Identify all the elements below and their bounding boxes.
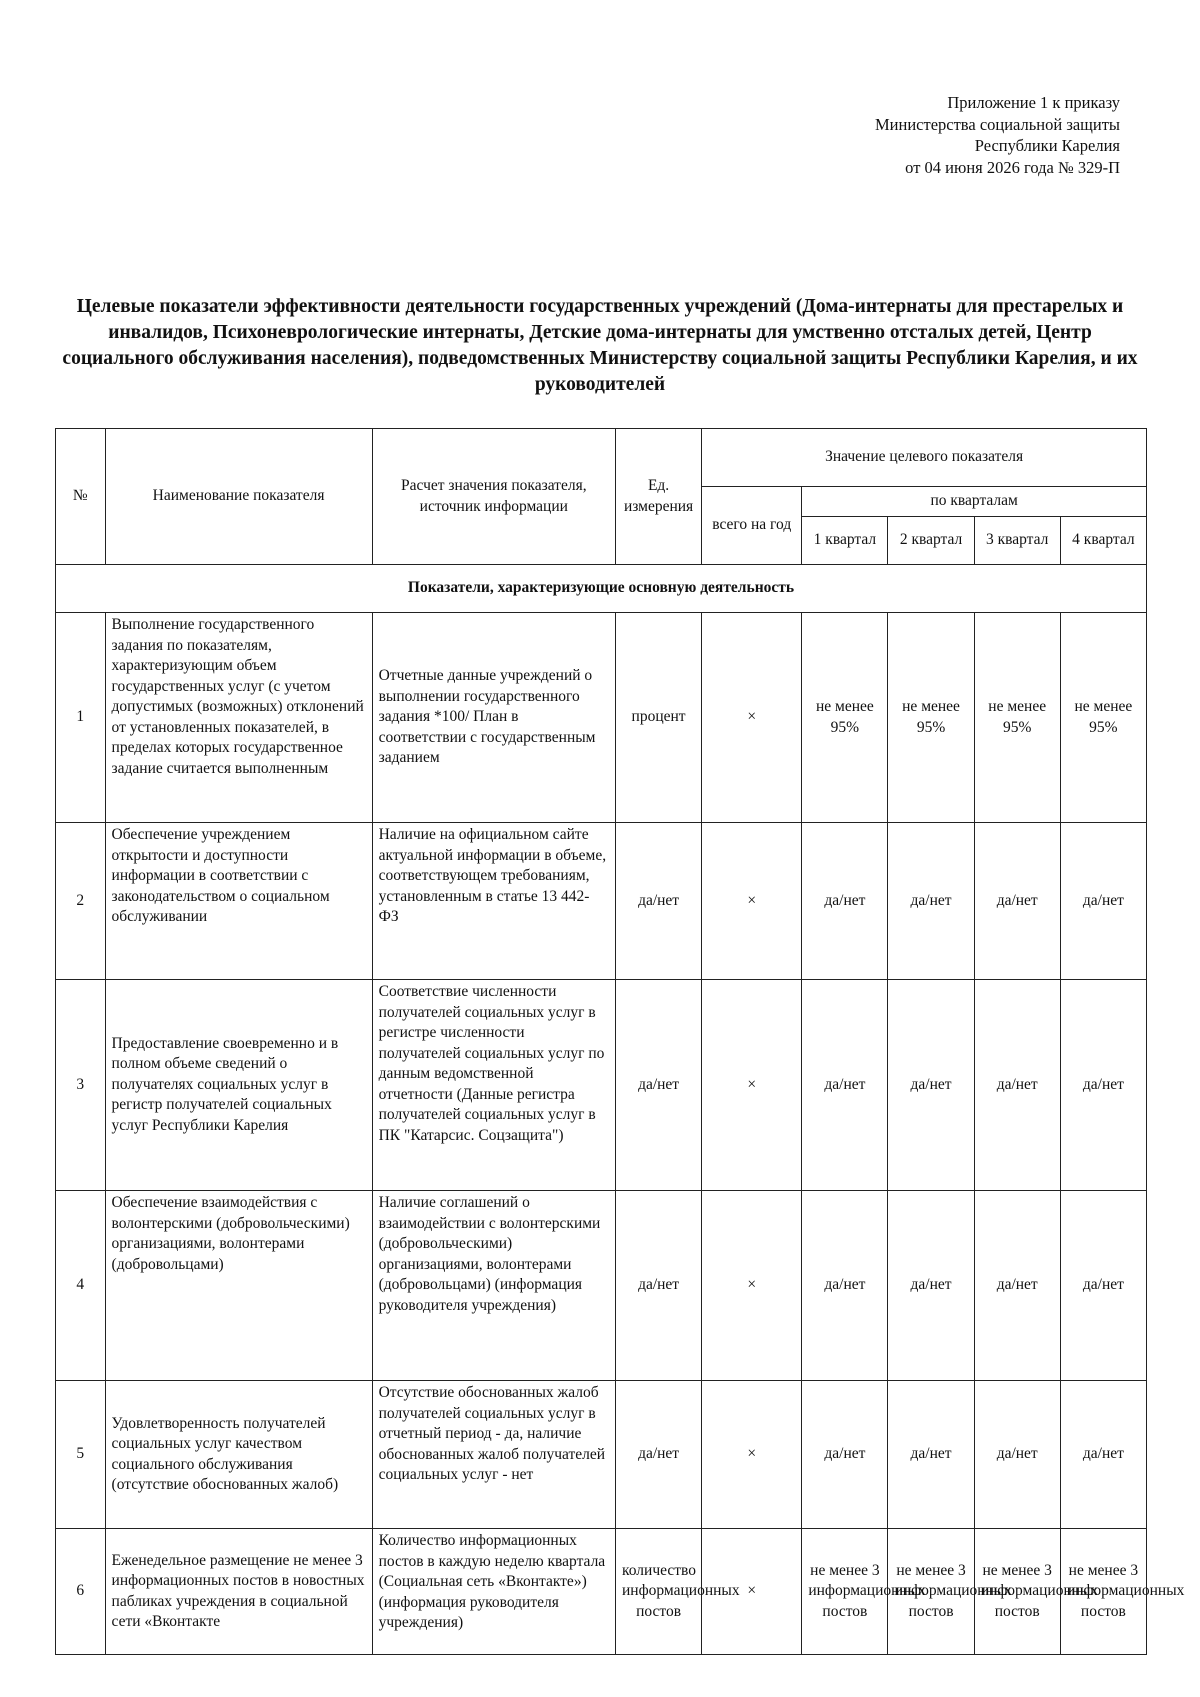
row-name: Выполнение государственного задания по показателям, характеризующим объем государственных услуг (с учетом допустимых (возможных) отклонений от установленных показателей, в пределах которых государственное задание считается выполненным: [105, 613, 372, 823]
row-calc: Отсутствие обоснованных жалоб получателей социальных услуг в отчетный период - да, наличие обоснованных жалоб получателей социальных услуг - нет: [372, 1381, 615, 1529]
header-value-group: Значение целевого показателя: [702, 429, 1147, 487]
row-q1: да/нет: [802, 823, 888, 980]
table-row: [56, 1381, 1147, 1529]
header-q3: 3 квартал: [974, 517, 1060, 565]
appendix-line-3: Республики Карелия: [974, 136, 1120, 155]
row-q4: да/нет: [1060, 980, 1146, 1191]
row-q4: не менее 95%: [1060, 613, 1146, 823]
header-calc: Расчет значения показателя, источник информации: [372, 429, 615, 565]
row-name: Удовлетворенность получателей социальных услуг качеством социального обслуживания (отсутствие обоснованных жалоб): [105, 1381, 372, 1529]
document-title: Целевые показатели эффективности деятельности государственных учреждений (Дома-интернаты для престарелых и инвалидов, Психоневрологические интернаты, Детские дома-интернаты для умственно отсталых детей, Центр социального обслуживания населения), подведомственных Министерству социальной защиты Республики Карелия, и их руководителей: [62, 296, 1138, 395]
appendix-line-1: Приложение 1 к приказу: [947, 93, 1120, 112]
table-row: [56, 823, 1147, 980]
row-q2: не менее 95%: [888, 613, 974, 823]
row-q1: не менее 3 информационных постов: [802, 1529, 888, 1655]
header-q1: 1 квартал: [802, 517, 888, 565]
row-q3: да/нет: [974, 1191, 1060, 1381]
row-q4: да/нет: [1060, 823, 1146, 980]
row-q1: да/нет: [802, 980, 888, 1191]
row-q4: да/нет: [1060, 1381, 1146, 1529]
row-q4: не менее 3 информационных постов: [1060, 1529, 1146, 1655]
row-name: Предоставление своевременно и в полном объеме сведений о получателях социальных услуг в регистр получателей социальных услуг Республики Карелия: [105, 980, 372, 1191]
row-q3: да/нет: [974, 1381, 1060, 1529]
row-name: Еженедельное размещение не менее 3 информационных постов в новостных пабликах учреждения в социальной сети «Вконтакте: [105, 1529, 372, 1655]
appendix-block: [875, 92, 1120, 178]
row-q2: да/нет: [888, 1381, 974, 1529]
table-row: [56, 1529, 1147, 1655]
row-calc: Отчетные данные учреждений о выполнении государственного задания *100/ План в соответствии с государственным заданием: [372, 613, 615, 823]
row-num: 3: [56, 980, 106, 1191]
row-q2: да/нет: [888, 823, 974, 980]
row-unit: да/нет: [616, 823, 702, 980]
appendix-line-4: от 04 июня 2026 года № 329-П: [905, 157, 1120, 177]
section-row: [56, 565, 1147, 613]
row-total: ×: [702, 1381, 802, 1529]
row-num: 5: [56, 1381, 106, 1529]
row-q3: да/нет: [974, 823, 1060, 980]
appendix-line-2: Министерства социальной защиты: [875, 114, 1120, 134]
row-total: ×: [702, 823, 802, 980]
row-q1: не менее 95%: [802, 613, 888, 823]
header-name: Наименование показателя: [105, 429, 372, 565]
row-q1: да/нет: [802, 1381, 888, 1529]
row-q3: не менее 95%: [974, 613, 1060, 823]
header-total-year: всего на год: [702, 487, 802, 565]
row-unit: да/нет: [616, 1381, 702, 1529]
row-q2: да/нет: [888, 980, 974, 1191]
row-q3: да/нет: [974, 980, 1060, 1191]
row-q3: не менее 3 информационных постов: [974, 1529, 1060, 1655]
header-by-quarters: по кварталам: [802, 487, 1147, 517]
row-q4: да/нет: [1060, 1191, 1146, 1381]
row-total: ×: [702, 980, 802, 1191]
header-row-1: [56, 429, 1147, 487]
row-calc: Соответствие численности получателей социальных услуг в регистре численности получателей социальных услуг по данным ведомственной отчетности (Данные регистра получателей социальных услуг в ПК "Катарсис. Соцзащита"): [372, 980, 615, 1191]
row-calc: Наличие соглашений о взаимодействии с волонтерскими (добровольческими) организациями, волонтерами (добровольцами) (информация руководителя учреждения): [372, 1191, 615, 1381]
row-unit: да/нет: [616, 980, 702, 1191]
row-unit: количество информационных постов: [616, 1529, 702, 1655]
row-q2: не менее 3 информационных постов: [888, 1529, 974, 1655]
row-total: ×: [702, 1191, 802, 1381]
header-q4: 4 квартал: [1060, 517, 1146, 565]
table-row: [56, 1191, 1147, 1381]
row-q1: да/нет: [802, 1191, 888, 1381]
row-num: 1: [56, 613, 106, 823]
table-row: [56, 980, 1147, 1191]
header-q2: 2 квартал: [888, 517, 974, 565]
header-num: №: [56, 429, 106, 565]
row-unit: процент: [616, 613, 702, 823]
row-calc: Количество информационных постов в каждую неделю квартала (Социальная сеть «Вконтакте») (информация руководителя учреждения): [372, 1529, 615, 1655]
row-name: Обеспечение взаимодействия с волонтерскими (добровольческими) организациями, волонтерами (добровольцами): [105, 1191, 372, 1381]
row-total: ×: [702, 1529, 802, 1655]
header-unit: Ед. измерения: [616, 429, 702, 565]
table-row: [56, 613, 1147, 823]
row-total: ×: [702, 613, 802, 823]
row-unit: да/нет: [616, 1191, 702, 1381]
row-num: 6: [56, 1529, 106, 1655]
section-title: Показатели, характеризующие основную деятельность: [56, 565, 1147, 613]
indicators-table: [55, 428, 1185, 1655]
row-name: Обеспечение учреждением открытости и доступности информации в соответствии с законодательством о социальном обслуживании: [105, 823, 372, 980]
row-calc: Наличие на официальном сайте актуальной информации в объеме, соответствующем требованиям, установленным в статье 13 442-ФЗ: [372, 823, 615, 980]
row-q2: да/нет: [888, 1191, 974, 1381]
row-num: 2: [56, 823, 106, 980]
row-num: 4: [56, 1191, 106, 1381]
